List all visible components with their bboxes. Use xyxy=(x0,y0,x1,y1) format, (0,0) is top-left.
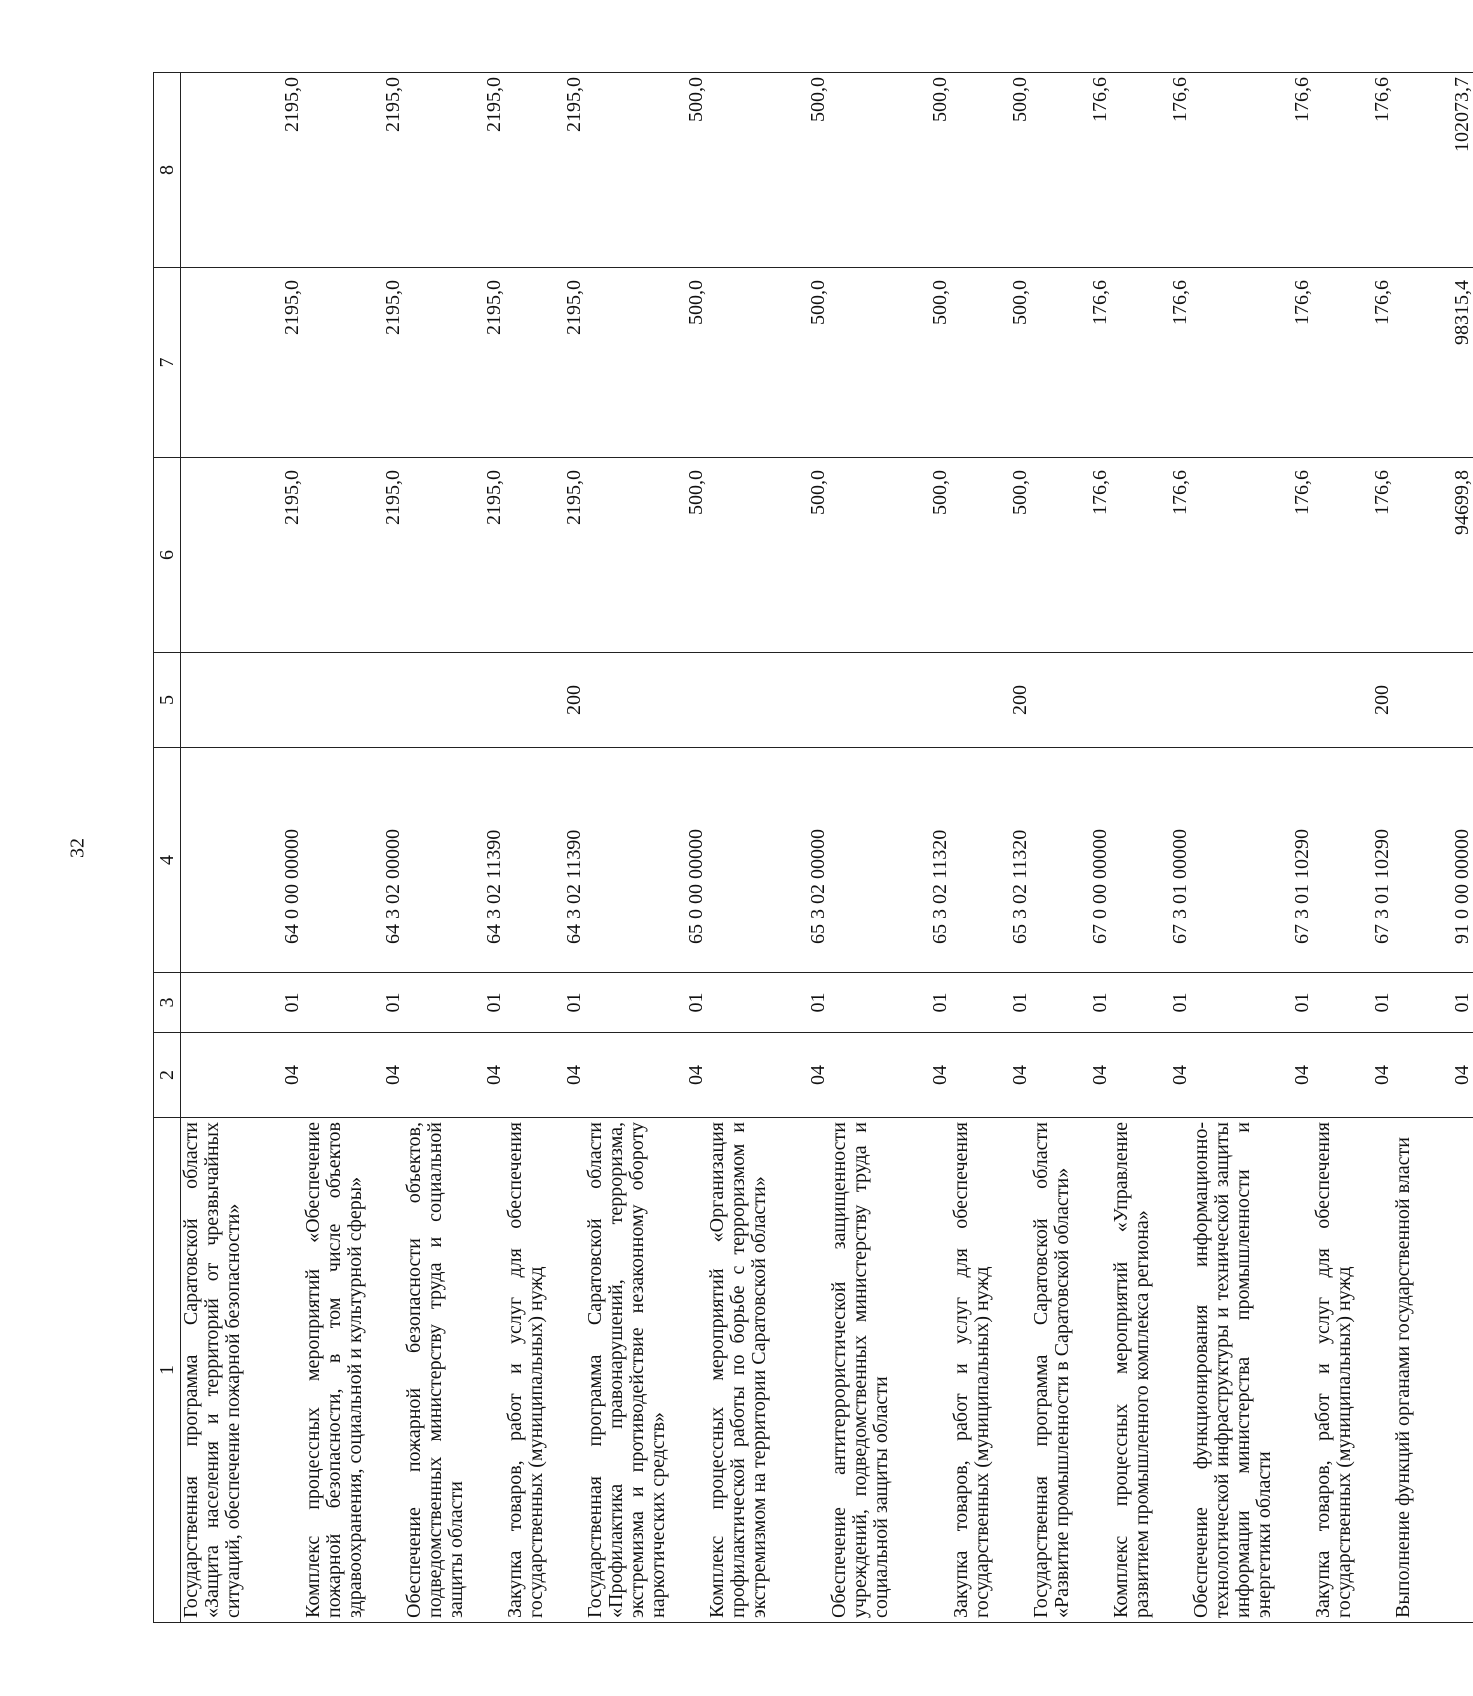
row-col-7: 500,0 xyxy=(829,268,951,458)
row-col-2: 04 xyxy=(1313,1033,1393,1118)
row-col-5 xyxy=(303,653,404,748)
row-col-2: 04 xyxy=(707,1033,829,1118)
row-col-8: 500,0 xyxy=(951,73,1031,268)
row-col-6: 500,0 xyxy=(951,458,1031,653)
table-row xyxy=(707,73,829,1623)
row-col-8: 500,0 xyxy=(585,73,707,268)
row-col-3: 01 xyxy=(585,973,707,1033)
row-col-5: 200 xyxy=(505,653,585,748)
row-col-2: 04 xyxy=(1393,1033,1473,1118)
row-col-2: 04 xyxy=(585,1033,707,1118)
row-col-7: 176,6 xyxy=(1031,268,1111,458)
header-col-3: 3 xyxy=(154,973,181,1033)
row-col-8: 176,6 xyxy=(1111,73,1191,268)
row-col-5 xyxy=(181,653,304,748)
row-col-8: 102073,7 xyxy=(1393,73,1473,268)
table-body xyxy=(181,73,1473,1623)
row-name-cell: Закупка товаров, работ и услуг для обеспечения государственных (муниципальных) нужд xyxy=(505,1118,585,1623)
row-col-2: 04 xyxy=(829,1033,951,1118)
table-row xyxy=(1393,73,1473,1623)
row-col-4: 67 3 01 10290 xyxy=(1313,748,1393,973)
row-col-2: 04 xyxy=(951,1033,1031,1118)
row-name-cell: Обеспечение антитеррористической защищенности учреждений, подведомственных министерству труда и социальной защиты области xyxy=(829,1118,951,1623)
row-col-3: 01 xyxy=(951,973,1031,1033)
row-name-cell: Государственная программа Саратовской области «Защита населения и территорий от чрезвычайных ситуаций, обеспечение пожарной безопасности» xyxy=(181,1118,304,1623)
row-col-5 xyxy=(1393,653,1473,748)
row-name-cell: Закупка товаров, работ и услуг для обеспечения государственных (муниципальных) нужд xyxy=(951,1118,1031,1623)
row-col-7: 98315,4 xyxy=(1393,268,1473,458)
header-col-6: 6 xyxy=(154,458,181,653)
table-row xyxy=(1111,73,1191,1623)
row-name-cell: Выполнение функций органами государственной власти xyxy=(1393,1118,1473,1623)
row-col-7: 500,0 xyxy=(951,268,1031,458)
row-col-4: 64 3 02 00000 xyxy=(303,748,404,973)
row-col-2: 04 xyxy=(505,1033,585,1118)
row-col-8: 176,6 xyxy=(1313,73,1393,268)
row-col-4: 65 3 02 11320 xyxy=(829,748,951,973)
row-col-3: 01 xyxy=(1313,973,1393,1033)
row-col-4: 67 3 01 00000 xyxy=(1111,748,1191,973)
row-col-3: 01 xyxy=(829,973,951,1033)
row-col-7: 2195,0 xyxy=(404,268,505,458)
row-col-2: 04 xyxy=(181,1033,304,1118)
table-row xyxy=(1191,73,1313,1623)
row-col-8: 2195,0 xyxy=(505,73,585,268)
row-col-2: 04 xyxy=(1191,1033,1313,1118)
row-name-cell: Комплекс процессных мероприятий «Обеспечение пожарной безопасности, в том числе объектов здравоохранения, социальной и культурной сферы» xyxy=(303,1118,404,1623)
row-col-4: 64 3 02 11390 xyxy=(404,748,505,973)
row-name-cell: Обеспечение пожарной безопасности объектов, подведомственных министерству труда и социальной защиты области xyxy=(404,1118,505,1623)
row-col-3: 01 xyxy=(1393,973,1473,1033)
row-col-3: 01 xyxy=(505,973,585,1033)
row-col-6: 2195,0 xyxy=(404,458,505,653)
header-col-5: 5 xyxy=(154,653,181,748)
table-row xyxy=(505,73,585,1623)
row-col-7: 2195,0 xyxy=(303,268,404,458)
row-col-7: 176,6 xyxy=(1191,268,1313,458)
row-col-8: 176,6 xyxy=(1031,73,1111,268)
row-col-2: 04 xyxy=(1111,1033,1191,1118)
row-col-3: 01 xyxy=(181,973,304,1033)
row-col-7: 176,6 xyxy=(1111,268,1191,458)
row-col-7: 2195,0 xyxy=(505,268,585,458)
row-col-4: 64 3 02 11390 xyxy=(505,748,585,973)
row-col-3: 01 xyxy=(1031,973,1111,1033)
row-col-8: 2195,0 xyxy=(303,73,404,268)
rotated-page xyxy=(153,73,1473,1623)
row-col-6: 176,6 xyxy=(1111,458,1191,653)
row-col-6: 500,0 xyxy=(585,458,707,653)
row-col-6: 2195,0 xyxy=(181,458,304,653)
row-name-cell: Закупка товаров, работ и услуг для обеспечения государственных (муниципальных) нужд xyxy=(1313,1118,1393,1623)
row-col-5 xyxy=(707,653,829,748)
row-col-3: 01 xyxy=(404,973,505,1033)
row-col-6: 94699,8 xyxy=(1393,458,1473,653)
header-col-4: 4 xyxy=(154,748,181,973)
row-col-7: 2195,0 xyxy=(181,268,304,458)
row-col-2: 04 xyxy=(1031,1033,1111,1118)
row-col-5 xyxy=(1191,653,1313,748)
row-col-3: 01 xyxy=(1191,973,1313,1033)
row-col-4: 91 0 00 00000 xyxy=(1393,748,1473,973)
row-col-8: 500,0 xyxy=(829,73,951,268)
row-col-5 xyxy=(585,653,707,748)
row-col-4: 67 0 00 00000 xyxy=(1031,748,1111,973)
table-row xyxy=(404,73,505,1623)
row-name-cell: Комплекс процессных мероприятий «Управление развитием промышленного комплекса региона» xyxy=(1111,1118,1191,1623)
row-col-4: 65 3 02 11320 xyxy=(951,748,1031,973)
budget-table xyxy=(153,72,1473,1623)
table-header xyxy=(154,73,181,1623)
row-col-4: 64 0 00 00000 xyxy=(181,748,304,973)
header-row xyxy=(154,73,181,1623)
row-name-cell: Обеспечение функционирования информационно-технологической инфраструктуры и технической защиты информации министерства промышленности и энергетики области xyxy=(1191,1118,1313,1623)
row-name-cell: Государственная программа Саратовской области «Развитие промышленности в Саратовской области» xyxy=(1031,1118,1111,1623)
row-col-6: 500,0 xyxy=(707,458,829,653)
row-col-5 xyxy=(1031,653,1111,748)
row-col-2: 04 xyxy=(404,1033,505,1118)
table-row xyxy=(181,73,304,1623)
row-col-7: 176,6 xyxy=(1313,268,1393,458)
header-col-1: 1 xyxy=(154,1118,181,1623)
header-col-8: 8 xyxy=(154,73,181,268)
row-col-6: 176,6 xyxy=(1031,458,1111,653)
table-row xyxy=(829,73,951,1623)
row-col-8: 500,0 xyxy=(707,73,829,268)
table-row xyxy=(303,73,404,1623)
row-col-4: 67 3 01 10290 xyxy=(1191,748,1313,973)
row-col-6: 500,0 xyxy=(829,458,951,653)
row-col-7: 500,0 xyxy=(585,268,707,458)
row-col-5 xyxy=(1111,653,1191,748)
row-col-3: 01 xyxy=(1111,973,1191,1033)
row-col-5: 200 xyxy=(951,653,1031,748)
row-col-7: 500,0 xyxy=(707,268,829,458)
row-col-3: 01 xyxy=(707,973,829,1033)
row-col-8: 2195,0 xyxy=(404,73,505,268)
header-col-2: 2 xyxy=(154,1033,181,1118)
row-name-cell: Государственная программа Саратовской области «Профилактика правонарушений, терроризма, экстремизма и противодействие незаконному обороту наркотических средств» xyxy=(585,1118,707,1623)
table-row xyxy=(1313,73,1393,1623)
row-col-4: 65 0 00 00000 xyxy=(585,748,707,973)
row-col-6: 176,6 xyxy=(1191,458,1313,653)
row-col-5: 200 xyxy=(1313,653,1393,748)
row-col-2: 04 xyxy=(303,1033,404,1118)
table-row xyxy=(585,73,707,1623)
row-col-5 xyxy=(404,653,505,748)
table-row xyxy=(1031,73,1111,1623)
row-col-8: 2195,0 xyxy=(181,73,304,268)
page-number: 32 xyxy=(66,838,89,858)
row-col-8: 176,6 xyxy=(1191,73,1313,268)
row-col-6: 2195,0 xyxy=(303,458,404,653)
row-col-6: 176,6 xyxy=(1313,458,1393,653)
row-col-6: 2195,0 xyxy=(505,458,585,653)
row-col-3: 01 xyxy=(303,973,404,1033)
row-name-cell: Комплекс процессных мероприятий «Организация профилактической работы по борьбе с терроризмом и экстремизмом на территории Саратовской области» xyxy=(707,1118,829,1623)
header-col-7: 7 xyxy=(154,268,181,458)
row-col-5 xyxy=(829,653,951,748)
table-row xyxy=(951,73,1031,1623)
row-col-4: 65 3 02 00000 xyxy=(707,748,829,973)
